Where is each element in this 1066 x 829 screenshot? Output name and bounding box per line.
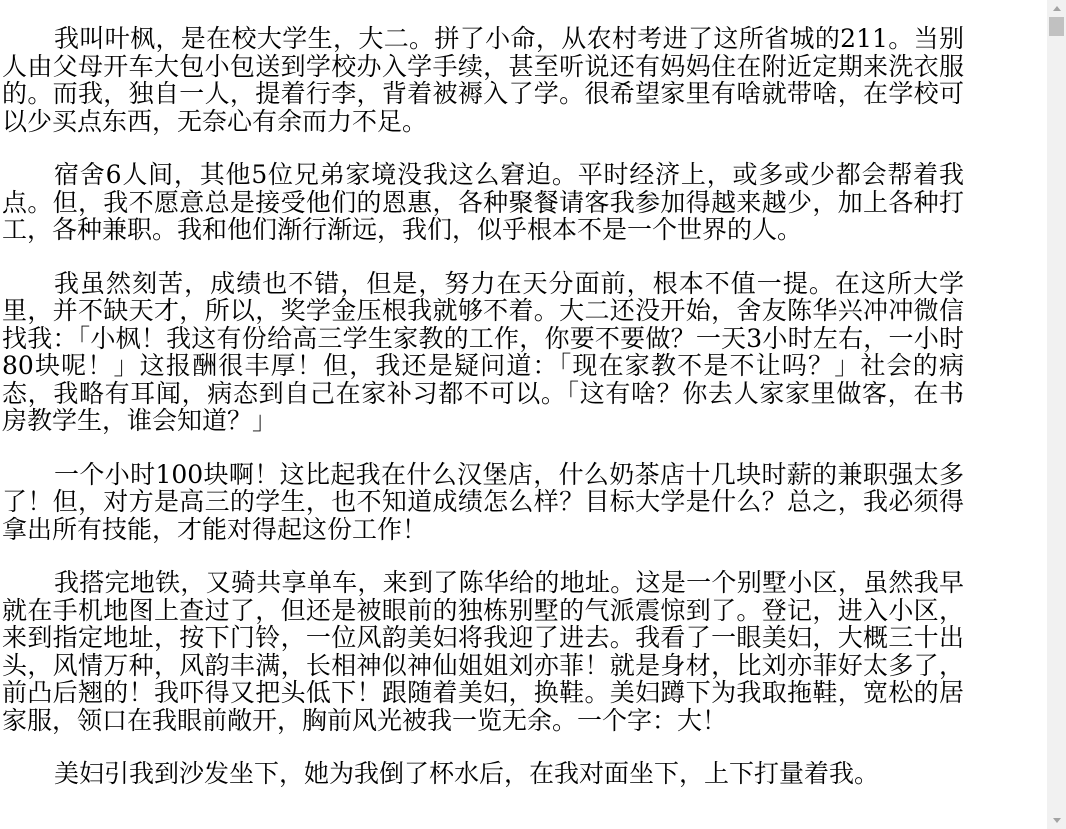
vertical-scrollbar[interactable] [1047,0,1066,829]
chevron-down-icon [1053,818,1061,823]
scroll-thumb[interactable] [1049,17,1064,36]
paragraph-4: 一个小时100块啊！这比起我在什么汉堡店，什么奶茶店十几块时薪的兼职强太多了！但，对方是高三的学生，也不知道成绩怎么样？目标大学是什么？总之，我必须得拿出所有技能，才能对得起这份工作！ [2,459,964,544]
scroll-up-button[interactable] [1047,0,1066,17]
chevron-up-icon [1053,6,1061,11]
paragraph-2: 宿舍6人间，其他5位兄弟家境没我这么窘迫。平时经济上，或多或少都会帮着我点。但，我不愿意总是接受他们的恩惠，各种聚餐请客我参加得越来越少，加上各种打工，各种兼职。我和他们渐行渐远，我们，似乎根本不是一个世界的人。 [2,160,964,244]
scroll-down-button[interactable] [1047,812,1066,829]
paragraph-1: 我叫叶枫，是在校大学生，大二。拼了小命，从农村考进了这所省城的211。当别人由父母开车大包小包送到学校办入学手续，甚至听说还有妈妈住在附近定期来洗衣服的。而我，独自一人，提着行李，背着被褥入了学。很希望家里有啥就带啥，在学校可以少买点东西，无奈心有余而力不足。 [2,24,964,136]
paragraph-5: 我搭完地铁，又骑共享单车，来到了陈华给的地址。这是一个别墅小区，虽然我早就在手机地图上查过了，但还是被眼前的独栋别墅的气派震惊到了。登记，进入小区，来到指定地址，按下门铃，一位风韵美妇将我迎了进去。我看了一眼美妇，大概三十出头，风情万种，风韵丰满，长相神似神仙姐姐刘亦菲！就是身材，比刘亦菲好太多了，前凸后翘的！我吓得又把头低下！跟随着美妇，换鞋。美妇蹲下为我取拖鞋，宽松的居家服，领口在我眼前敞开，胸前风光被我一览无余。一个字：大！ [2,568,964,735]
article-body [2,25,964,814]
paragraph-6: 美妇引我到沙发坐下，她为我倒了杯水后，在我对面坐下，上下打量着我。 [54,759,880,788]
paragraph-3: 我虽然刻苦，成绩也不错，但是，努力在天分面前，根本不值一提。在这所大学里，并不缺天才，所以，奖学金压根我就够不着。大二还没开始，舍友陈华兴冲冲微信找我：「小枫！我这有份给高三学生家教的工作，你要不要做？一天3小时左右，一小时80块呢！」这报酬很丰厚！但，我还是疑问道：「现在家教不是不让吗？」社会的病态，我略有耳闻，病态到自己在家补习都不可以。「这有啥？你去人家家里做客，在书房教学生，谁会知道？」 [2,268,964,435]
